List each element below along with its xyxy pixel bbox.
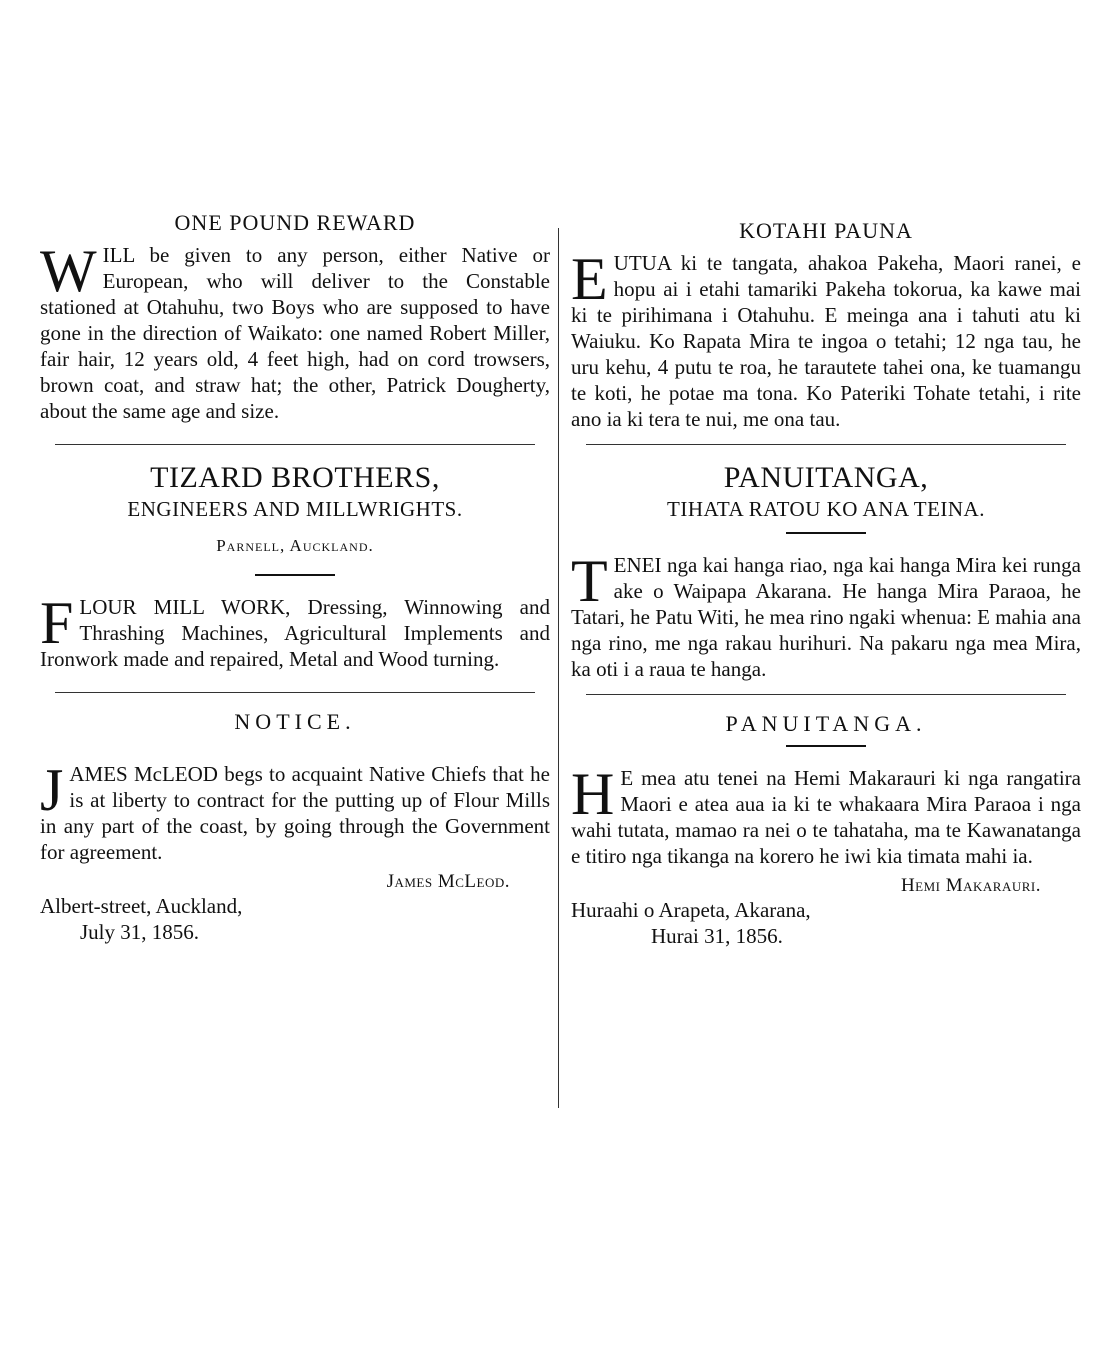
drop-cap: T [571, 548, 608, 614]
drop-cap: F [40, 590, 74, 656]
column-divider [558, 228, 559, 1108]
short-rule [786, 745, 866, 747]
notice-text: AMES McLEOD begs to acquaint Native Chiefs that he is at liberty to contract for the putting up of Flour Mills in any part of the coast, by going through the Government for agreement. [40, 762, 550, 864]
drop-cap: E [571, 246, 608, 312]
tizard-heading: TIZARD BROTHERS, [150, 461, 440, 494]
reward-text: ILL be given to any person, either Native or European, who will deliver to the Constable stationed at Otahuhu, two Boys who are supposed to have gone in the direction of Waikato: one named Robert Miller, fair hair, 12 years old, 4 feet high, had on cord trowsers, brown coat, and straw hat; the other, Patrick Dougherty, about the same age and size. [40, 243, 550, 423]
notice-date: July 31, 1856. [80, 920, 200, 944]
reward-text: UTUA ki te tangata, ahakoa Pakeha, Maori ranei, e hopu ai i etahi tamariki Pakeha tokorua, ka kawe mai ki te pirihimana i Otahuhu. E meinga ana i tahuti atu ki Waiuku. Ko Rapata Mira te ingoa o tetahi; 12 nga tau, he uru kehu, 4 putu te roa, he tarautete tahei ona, ke tuamangu te koti, he potae ma tona. Ko Pateriki Tohate tetahi, i rite ano ia ki tera te nui, me ona tau. [571, 251, 1081, 431]
tizard-advert-maori [571, 461, 1081, 682]
tizard-body [40, 590, 550, 672]
tizard-body [571, 548, 1081, 682]
section-rule [55, 444, 535, 445]
section-rule [55, 692, 535, 693]
drop-cap: H [571, 761, 615, 827]
notice-heading: NOTICE. [234, 709, 356, 734]
reward-heading: ONE POUND REWARD [174, 210, 416, 235]
short-rule [786, 532, 866, 534]
tizard-subheading: ENGINEERS AND MILLWRIGHTS. [127, 497, 463, 521]
mcleod-notice-english [40, 709, 550, 945]
reward-heading: KOTAHI PAUNA [739, 218, 913, 243]
notice-heading: PANUITANGA. [725, 711, 927, 736]
notice-body [40, 757, 550, 865]
notice-signature: Hemi Makarauri. [900, 875, 1041, 896]
short-rule [255, 574, 335, 576]
reward-body [40, 238, 550, 424]
tizard-text: ENEI nga kai hanga riao, nga kai hanga Mira kei runga ake o Waipapa Akarana. He hanga Mira Paraoa, he Tatari, he Patu Witi, he mea rino ngaki whenua: E mahia ana nga rino, me nga rakau hurihuri. Na pakaru nga mea Mira, ka oti i a raua te hanga. [571, 553, 1081, 681]
drop-cap: J [40, 757, 64, 823]
tizard-place: Parnell, Auckland. [216, 536, 374, 555]
reward-notice-english [40, 210, 550, 424]
notice-text: E mea atu tenei na Hemi Makarauri ki nga rangatira Maori e atea aua ia ki te whakaara Mira Paraoa i nga wahi tutata, mamao ra nei o te tahataha, ma te Kawanatanga e titiro nga tikanga na korero he iwi kia timata mahi ia. [571, 766, 1081, 868]
english-column [40, 210, 550, 945]
section-rule [586, 444, 1066, 445]
reward-body [571, 246, 1081, 432]
reward-notice-maori [571, 218, 1081, 432]
tizard-subheading: TIHATA RATOU KO ANA TEINA. [667, 497, 985, 521]
notice-address: Albert-street, Auckland, [40, 894, 243, 918]
tizard-heading: PANUITANGA, [723, 461, 929, 494]
section-rule [586, 694, 1066, 695]
maori-column [571, 210, 1081, 949]
tizard-text: LOUR MILL WORK, Dressing, Winnowing and Thrashing Machines, Agricultural Implements and Ironwork made and repaired, Metal and Wood turning. [40, 595, 550, 671]
notice-signature: James McLeod. [386, 871, 510, 892]
drop-cap: W [40, 238, 97, 304]
notice-address: Huraahi o Arapeta, Akarana, [571, 898, 811, 922]
notice-date: Hurai 31, 1856. [651, 924, 783, 948]
notice-body [571, 761, 1081, 869]
mcleod-notice-maori [571, 711, 1081, 949]
tizard-advert-english [40, 461, 550, 672]
